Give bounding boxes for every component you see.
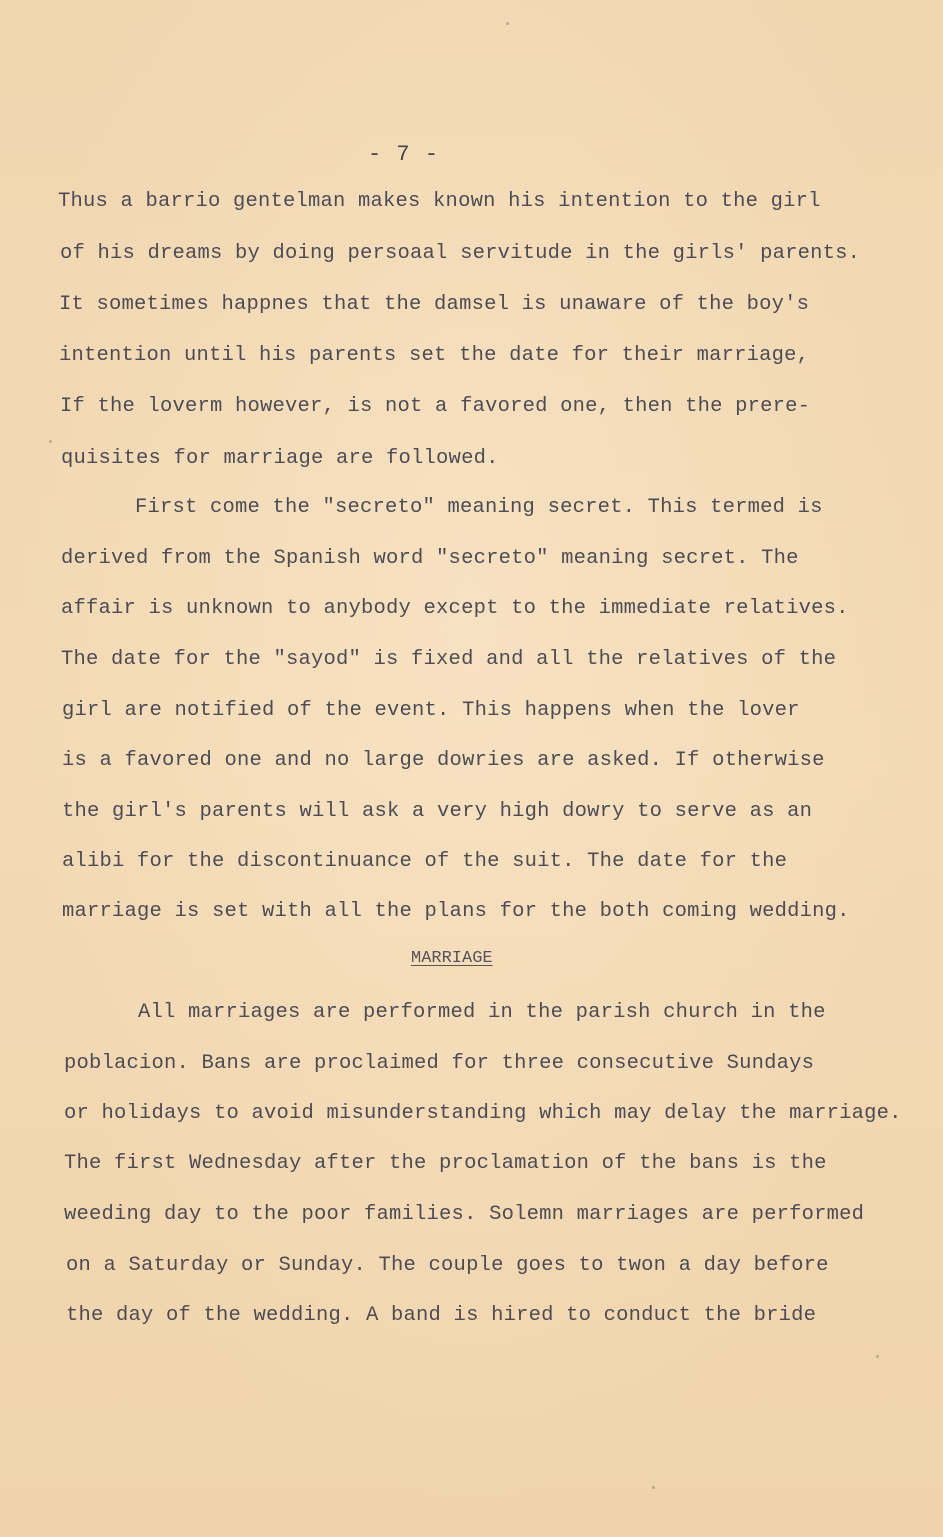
paragraph-3-line: on a Saturday or Sunday. The couple goes to twon a day before: [66, 1254, 829, 1277]
paragraph-2-line: marriage is set with all the plans for the both coming wedding.: [62, 900, 850, 923]
paragraph-1-line: of his dreams by doing persoaal servitude in the girls' parents.: [60, 242, 861, 265]
paragraph-2-line: First come the "secreto" meaning secret. This termed is: [135, 496, 823, 519]
paragraph-3-line: weeding day to the poor families. Solemn marriages are performed: [64, 1203, 865, 1226]
paper-speck: [876, 1355, 879, 1358]
paragraph-3-line: The first Wednesday after the proclamation of the bans is the: [64, 1152, 827, 1175]
paragraph-2-line: affair is unknown to anybody except to the immediate relatives.: [61, 597, 849, 620]
paragraph-3-line: poblacion. Bans are proclaimed for three consecutive Sundays: [64, 1052, 815, 1075]
section-heading-marriage: MARRIAGE: [411, 949, 493, 968]
paragraph-3-line: the day of the wedding. A band is hired to conduct the bride: [66, 1304, 817, 1327]
paragraph-1-line: quisites for marriage are followed.: [61, 447, 499, 470]
paper-speck: [506, 22, 509, 25]
paper-speck: [49, 440, 52, 443]
paragraph-3-line: or holidays to avoid misunderstanding which may delay the marriage.: [64, 1102, 902, 1125]
paragraph-1-line: intention until his parents set the date for their marriage,: [59, 344, 810, 367]
paragraph-1-line: It sometimes happnes that the damsel is unaware of the boy's: [59, 293, 810, 316]
paragraph-2-line: derived from the Spanish word "secreto" meaning secret. The: [61, 547, 799, 570]
page-number: - 7 -: [368, 142, 440, 167]
paragraph-2-line: The date for the "sayod" is fixed and all the relatives of the: [61, 648, 837, 671]
paragraph-3-line: All marriages are performed in the parish church in the: [138, 1001, 826, 1024]
paragraph-2-line: girl are notified of the event. This happens when the lover: [62, 699, 800, 722]
paragraph-2-line: is a favored one and no large dowries are asked. If otherwise: [62, 749, 825, 772]
paragraph-2-line: the girl's parents will ask a very high dowry to serve as an: [62, 800, 813, 823]
paragraph-1-line: If the loverm however, is not a favored one, then the prere-: [60, 395, 811, 418]
paragraph-2-line: alibi for the discontinuance of the suit. The date for the: [62, 850, 788, 873]
paper-speck: [652, 1486, 655, 1489]
paragraph-1-line: Thus a barrio gentelman makes known his intention to the girl: [58, 190, 821, 213]
